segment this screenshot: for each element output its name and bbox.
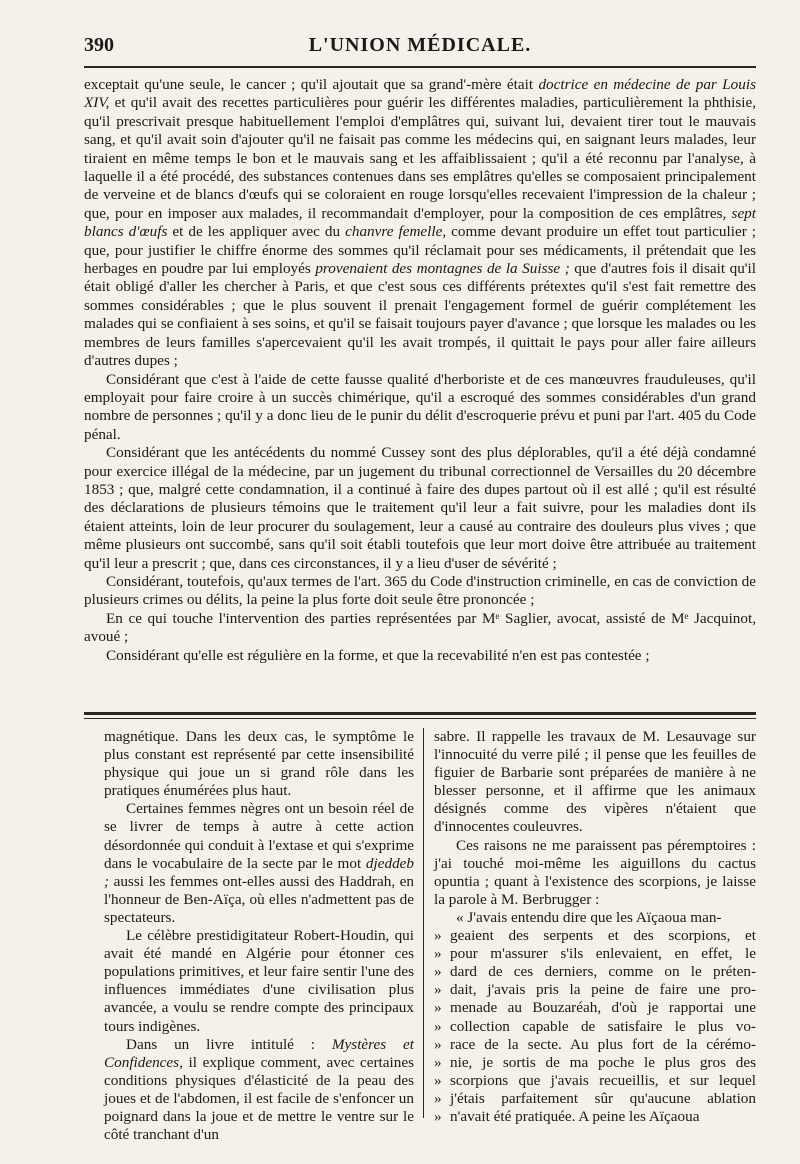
quote-text: dait, j'avais pris la peine de faire une pro- — [450, 981, 756, 999]
quote-line — [434, 1036, 756, 1054]
quote-line — [434, 1018, 756, 1036]
quote-line — [434, 927, 756, 945]
paragraph: Considérant qu'elle est régulière en la forme, et que la recevabilité n'en est pas contestée ; — [106, 646, 650, 664]
quote-line — [434, 1054, 756, 1072]
quote-mark: » — [434, 1017, 442, 1035]
page-header — [84, 34, 756, 64]
quote-mark: » — [434, 963, 442, 981]
paragraph: exceptait qu'une seule, le cancer ; qu'il ajoutait que sa grand'-mère était doctrice en médecine de par Louis XIV, et qu'il avait des recettes particulières pour guérir les différentes maladies, particulièrement la phthisie, qu'il prescrivait presque habituellement l'emploi d'emplâtres qui, suivant lui, devaient tirer tout le mauvais sang, et qu'il avait soin d'ajouter qu'il ne faisait pas comme les médecins qui, en saignant leurs malades, leur tiraient en même temps le bon et le mauvais sang et les affaiblissaient ; qu'il a été reconnu par l'analyse, à laquelle il a été procédé, des substances contenues dans ses emplâtres qu'elles se composaient principalement de verveine et de blancs d'œufs qui se coloraient en rouge lorsqu'elles recevaient l'impression de la chaleur ; que, pour en imposer aux malades, il recommandait d'employer, pour la composition de ces emplâtres, sept blancs d'œufs et de les appliquer avec du chanvre femelle, comme devant produire un effet tout particulier ; que, pour justifier le chiffre énorme des sommes qu'il réclamait pour ses médicaments, il prétendait que les herbages en poudre par lui employés provenaient des montagnes de la Suisse ; que d'autres fois il disait qu'il était obligé d'aller les chercher à Paris, et que c'est sous ces différents prétextes qu'il s'est fait remettre des sommes considérables ; que le plus souvent il prenait l'engagement formel de guérir complétement les malades qui se confiaient à ses soins, et qu'il se faisait toujours payer d'avance ; que lorsque les malades ou les membres de leurs familles s'apercevaient qu'il les avait trompés, il quittait le pays pour aller faire ailleurs d'autres dupes ; — [84, 76, 756, 370]
quote-text: scorpions que j'avais recueillis, et sur lequel — [450, 1071, 756, 1089]
quote-line — [434, 999, 756, 1017]
quote-text: j'étais parfaitement sûr qu'aucune ablation — [450, 1089, 756, 1107]
paragraph: sabre. Il rappelle les travaux de M. Lesauvage sur l'innocuité du verre pilé ; il pense que les feuilles de figuier de Barbarie sont préparées de manière à ne blesser personne, et il affirme que les animaux désignés comme des vipères n'étaient que d'innocentes couleuvres. — [434, 728, 756, 836]
column-divider — [423, 728, 424, 1118]
left-column — [104, 728, 414, 1144]
section-rule — [84, 712, 756, 715]
quote-text: menade au Bouzaréah, d'où je rapportai une — [450, 999, 756, 1017]
quote-text: geaient des serpents et des scorpions, et — [450, 927, 756, 945]
quote-line — [434, 1090, 756, 1108]
header-rule — [84, 66, 756, 68]
paragraph: Dans un livre intitulé : Mystères et Confidences, il explique comment, avec certaines conditions physiques d'élasticité de la peau des joues et de l'abdomen, il est facile de s'enfoncer un poignard dans la joue et de mettre le ventre sur le côté tranchant d'un — [104, 1035, 414, 1144]
page-number: 390 — [84, 34, 114, 56]
paragraph: magnétique. Dans les deux cas, le symptôme le plus constant est représenté par cette insensibilité physique qui joue un si grand rôle dans les pratiques énumérées plus haut. — [104, 728, 414, 800]
quote-line — [434, 1072, 756, 1090]
paragraph: Considérant, toutefois, qu'aux termes de l'art. 365 du Code d'instruction criminelle, en cas de conviction de plusieurs crimes ou délits, la peine la plus forte doit seule être prononcée ; — [84, 572, 756, 609]
quote-line — [434, 945, 756, 963]
quote-text: pour m'assurer s'ils enlevaient, en effet, le — [450, 945, 756, 963]
quote-line — [434, 981, 756, 999]
quote-text: n'avait été pratiquée. A peine les Aïçaoua — [450, 1107, 700, 1125]
quote-mark: » — [434, 927, 442, 945]
paragraph: En ce qui touche l'intervention des parties représentées par Mᵉ Saglier, avocat, assisté de Mᵉ Jacquinot, avoué ; — [84, 609, 756, 646]
paragraph: Ces raisons ne me paraissent pas péremptoires : j'ai touché moi-même les aiguillons du cactus opuntia ; quant à l'existence des scorpions, je laisse la parole à M. Berbrugger : — [434, 836, 756, 908]
quote-text: race de la secte. Au plus fort de la cérémo- — [450, 1035, 756, 1053]
quote-line — [434, 963, 756, 981]
quote-mark: » — [434, 981, 442, 999]
paragraph: Considérant que c'est à l'aide de cette fausse qualité d'herboriste et de ces manœuvres frauduleuses, qu'il employait pour faire croire à un succès chimérique, qu'il a escroqué des sommes considérables d'un grand nombre de personnes ; qu'il y a donc lieu de le punir du délit d'escroquerie prévu et puni par l'art. 405 du Code pénal. — [84, 370, 756, 443]
paragraph: Certaines femmes nègres ont un besoin réel de se livrer de temps à autre à cette action désordonnée qui conduit à l'extase et qui s'exprime dans le vocabulaire de la secte par le mot djeddeb ; aussi les femmes ont-elles aussi des Haddrah, en l'honneur de Ben-Aïça, où elles n'admettent pas de spectateurs. — [104, 800, 414, 926]
main-text — [84, 76, 756, 665]
quote-mark: » — [434, 1071, 442, 1089]
quote-mark: » — [434, 1089, 442, 1107]
section-rule-thin — [84, 718, 756, 719]
quote-mark: » — [434, 1107, 442, 1125]
quote-mark: » — [434, 999, 442, 1017]
quote-mark: » — [434, 945, 442, 963]
right-column — [434, 728, 756, 1126]
paragraph: Le célèbre prestidigitateur Robert-Houdin, qui avait été mandé en Algérie pour étonner ces populations primitives, et leur faire sentir l'une des influences immédiates d'une civilisation plus avancée, a voulu se rendre compte des principaux tours indigènes. — [104, 927, 414, 1035]
quote-mark: » — [434, 1053, 442, 1071]
quote-block — [434, 927, 756, 1126]
quote-mark: » — [434, 1035, 442, 1053]
quote-opening: « J'avais entendu dire que les Aïçaoua man- — [456, 908, 722, 926]
quote-line — [434, 1108, 756, 1126]
quote-text: dard de ces derniers, comme on le préten- — [450, 963, 756, 981]
quote-text: collection capable de satisfaire le plus vo- — [450, 1017, 756, 1035]
paragraph: Considérant que les antécédents du nommé Cussey sont des plus déplorables, qu'il a été déjà condamné pour exercice illégal de la médecine, par un jugement du tribunal correctionnel de Versailles du 20 décembre 1853 ; que, malgré cette condamnation, il a continué à faire des dupes partout où il est allé ; qu'il est résulté des déclarations de plusieurs témoins que le traitement qu'il leur a fait suivre, pour les maladies dont ils étaient atteints, loin de leur procurer du soulagement, leur a causé au contraire des douleurs plus vives ; que même plusieurs ont succombé, sans qu'il soit établi toutefois que leur mort doive être attribuée au traitement qu'il leur a prescrit ; que, dans ces circonstances, il y a lieu d'user de sévérité ; — [84, 444, 756, 572]
quote-text: nie, je sortis de ma poche le plus gros des — [450, 1053, 756, 1071]
running-title: L'UNION MÉDICALE. — [308, 34, 532, 56]
